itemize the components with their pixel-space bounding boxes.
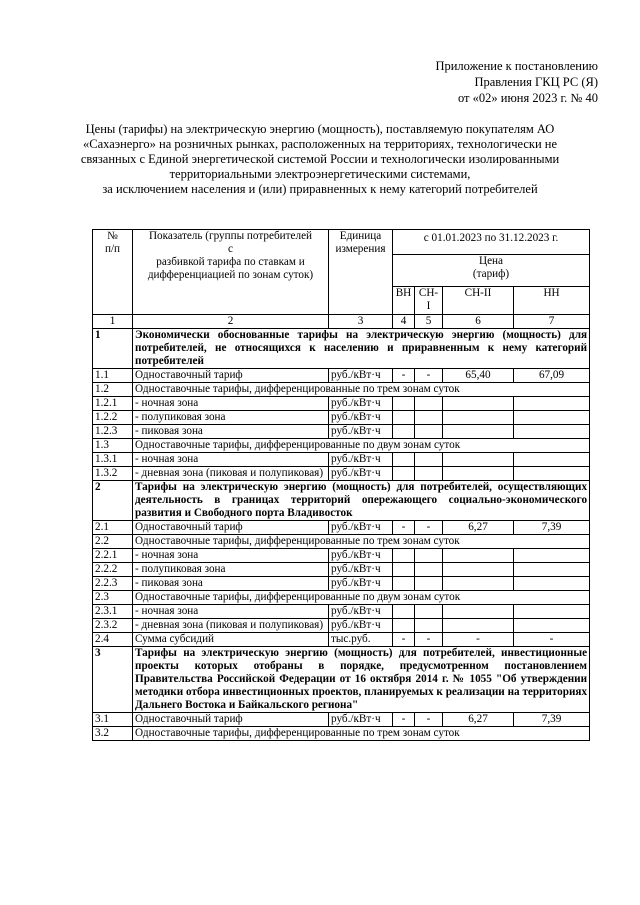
row-unit: руб./кВт·ч xyxy=(329,521,393,535)
row-value-vn xyxy=(393,563,415,577)
row-value-sn1: - xyxy=(415,633,443,647)
row-value-sn2: - xyxy=(443,633,514,647)
section-row xyxy=(93,329,590,369)
table-row xyxy=(93,549,590,563)
row-number: 2.2.2 xyxy=(93,563,133,577)
row-value-sn1: - xyxy=(415,713,443,727)
row-value-sn1: - xyxy=(415,369,443,383)
table-row xyxy=(93,619,590,633)
row-number: 1.2.1 xyxy=(93,397,133,411)
row-unit: руб./кВт·ч xyxy=(329,713,393,727)
table-row xyxy=(93,397,590,411)
table-row xyxy=(93,605,590,619)
row-value-vn xyxy=(393,425,415,439)
row-value-sn1 xyxy=(415,563,443,577)
row-number: 2.1 xyxy=(93,521,133,535)
row-unit: руб./кВт·ч xyxy=(329,549,393,563)
row-value-sn1: - xyxy=(415,521,443,535)
row-value-vn xyxy=(393,605,415,619)
row-value-sn1 xyxy=(415,397,443,411)
row-number: 2.3.1 xyxy=(93,605,133,619)
table-row xyxy=(93,453,590,467)
row-group-title: Одноставочные тарифы, дифференцированные по трем зонам суток xyxy=(133,727,590,741)
header-price xyxy=(393,255,590,287)
header-unit-line-2: измерения xyxy=(335,243,386,255)
header-row-period xyxy=(93,230,590,255)
row-value-nn: 7,39 xyxy=(514,521,590,535)
row-value-nn xyxy=(514,605,590,619)
header-sn1-line-2: I xyxy=(426,300,431,312)
title-line-4: территориальными электроэнергетическими системами, xyxy=(169,167,471,181)
row-value-vn: - xyxy=(393,369,415,383)
row-value-sn2 xyxy=(443,397,514,411)
row-unit: руб./кВт·ч xyxy=(329,425,393,439)
row-indicator: - полупиковая зона xyxy=(133,563,329,577)
column-number-1: 1 xyxy=(93,315,133,329)
table-row xyxy=(93,383,590,397)
row-number: 1.2 xyxy=(93,383,133,397)
row-number: 3.2 xyxy=(93,727,133,741)
row-value-nn xyxy=(514,397,590,411)
title-line-1: Цены (тарифы) на электрическую энергию (мощность), поставляемую покупателям АО xyxy=(85,122,555,136)
header-unit-line-1: Единица xyxy=(339,230,382,242)
table-row xyxy=(93,713,590,727)
table-row xyxy=(93,577,590,591)
row-value-sn1 xyxy=(415,453,443,467)
appendix-line-1: Приложение к постановлению xyxy=(435,59,598,73)
header-indicator-line-1: Показатель (группы потребителей xyxy=(148,230,313,242)
row-value-sn1 xyxy=(415,549,443,563)
row-value-sn2: 6,27 xyxy=(443,713,514,727)
row-indicator: Одноставочный тариф xyxy=(133,713,329,727)
row-value-nn xyxy=(514,467,590,481)
column-number-4: 4 xyxy=(393,315,415,329)
header-vn: ВН xyxy=(393,287,415,315)
row-value-sn1 xyxy=(415,467,443,481)
row-number: 1.3.2 xyxy=(93,467,133,481)
row-unit: тыс.руб. xyxy=(329,633,393,647)
table-row xyxy=(93,727,590,741)
tariff-table xyxy=(92,229,590,741)
row-number: 1.2.2 xyxy=(93,411,133,425)
column-number-2: 2 xyxy=(133,315,329,329)
row-value-sn2 xyxy=(443,411,514,425)
column-number-row xyxy=(93,315,590,329)
row-value-sn1 xyxy=(415,425,443,439)
row-value-vn xyxy=(393,411,415,425)
title-line-2: «Сахаэнерго» на розничных рынках, расположенных на территориях, технологически не xyxy=(82,137,558,151)
section-title: Тарифы на электрическую энергию (мощность) для потребителей, осуществляющих деятельность в границах территорий опережающего социально-экономического развития и Свободного порта Владивосток xyxy=(133,481,590,521)
row-value-vn xyxy=(393,453,415,467)
title-line-3: связанных с Единой энергетической системой России и технологически изолированными xyxy=(80,152,560,166)
row-indicator: - пиковая зона xyxy=(133,425,329,439)
row-number: 1.1 xyxy=(93,369,133,383)
row-value-vn: - xyxy=(393,713,415,727)
row-value-sn2 xyxy=(443,577,514,591)
appendix-header xyxy=(435,58,598,106)
row-number: 2.2 xyxy=(93,535,133,549)
row-value-nn: - xyxy=(514,633,590,647)
table-row xyxy=(93,369,590,383)
row-value-nn xyxy=(514,453,590,467)
appendix-line-2: Правления ГКЦ РС (Я) xyxy=(474,75,598,89)
row-indicator: - ночная зона xyxy=(133,397,329,411)
row-unit: руб./кВт·ч xyxy=(329,369,393,383)
row-value-sn2 xyxy=(443,605,514,619)
row-number: 2.3.2 xyxy=(93,619,133,633)
row-group-title: Одноставочные тарифы, дифференцированные по трем зонам суток xyxy=(133,535,590,549)
header-unit xyxy=(329,230,393,315)
title-line-5: за исключением населения и (или) приравненных к нему категорий потребителей xyxy=(102,182,538,196)
column-number-6: 6 xyxy=(443,315,514,329)
header-indicator-line-3: разбивкой тарифа по ставкам и xyxy=(156,256,305,268)
row-value-sn2 xyxy=(443,563,514,577)
row-indicator: - полупиковая зона xyxy=(133,411,329,425)
row-value-nn xyxy=(514,619,590,633)
row-number: 1.3.1 xyxy=(93,453,133,467)
section-title: Тарифы на электрическую энергию (мощность) для потребителей, инвестиционные проекты которых отобраны в порядке, предусмотренном постановлением Правительства Российской Федерации от 16 октября 2014 г. № 1055 "Об утверждении методики отбора инвестиционных проектов, планируемых к реализации на территориях Дальнего Востока и Байкальского региона" xyxy=(133,647,590,713)
row-value-nn: 7,39 xyxy=(514,713,590,727)
table-row xyxy=(93,591,590,605)
table-row xyxy=(93,467,590,481)
table-row xyxy=(93,425,590,439)
table-row xyxy=(93,521,590,535)
column-number-5: 5 xyxy=(415,315,443,329)
row-value-sn2: 65,40 xyxy=(443,369,514,383)
row-number: 1.3 xyxy=(93,439,133,453)
row-value-nn xyxy=(514,577,590,591)
section-number: 3 xyxy=(93,647,133,713)
table-row xyxy=(93,535,590,549)
row-unit: руб./кВт·ч xyxy=(329,467,393,481)
document-title xyxy=(60,122,580,197)
row-value-sn2 xyxy=(443,619,514,633)
row-unit: руб./кВт·ч xyxy=(329,619,393,633)
header-num xyxy=(93,230,133,315)
row-indicator: Одноставочный тариф xyxy=(133,369,329,383)
row-value-vn xyxy=(393,467,415,481)
row-value-vn xyxy=(393,577,415,591)
row-value-nn: 67,09 xyxy=(514,369,590,383)
header-sn1 xyxy=(415,287,443,315)
table-row xyxy=(93,411,590,425)
row-value-sn1 xyxy=(415,411,443,425)
row-value-vn xyxy=(393,619,415,633)
row-value-sn2 xyxy=(443,425,514,439)
header-sn1-line-1: СН- xyxy=(418,287,439,299)
row-indicator: Одноставочный тариф xyxy=(133,521,329,535)
header-price-line-2: (тариф) xyxy=(472,268,510,280)
header-period: с 01.01.2023 по 31.12.2023 г. xyxy=(393,230,590,255)
row-value-sn1 xyxy=(415,605,443,619)
column-number-3: 3 xyxy=(329,315,393,329)
row-value-nn xyxy=(514,563,590,577)
header-num-line-2: п/п xyxy=(104,243,121,255)
row-indicator: - пиковая зона xyxy=(133,577,329,591)
row-indicator: - ночная зона xyxy=(133,453,329,467)
row-unit: руб./кВт·ч xyxy=(329,453,393,467)
row-value-sn2 xyxy=(443,549,514,563)
header-nn: НН xyxy=(514,287,590,315)
row-indicator: - ночная зона xyxy=(133,549,329,563)
row-group-title: Одноставочные тарифы, дифференцированные по двум зонам суток xyxy=(133,591,590,605)
row-value-nn xyxy=(514,549,590,563)
row-number: 1.2.3 xyxy=(93,425,133,439)
table-row xyxy=(93,439,590,453)
row-group-title: Одноставочные тарифы, дифференцированные по трем зонам суток xyxy=(133,383,590,397)
row-group-title: Одноставочные тарифы, дифференцированные по двум зонам суток xyxy=(133,439,590,453)
row-value-nn xyxy=(514,411,590,425)
row-value-nn xyxy=(514,425,590,439)
row-indicator: Сумма субсидий xyxy=(133,633,329,647)
row-number: 2.3 xyxy=(93,591,133,605)
header-indicator-line-2: с xyxy=(228,243,233,255)
row-unit: руб./кВт·ч xyxy=(329,397,393,411)
row-unit: руб./кВт·ч xyxy=(329,605,393,619)
header-num-line-1: № xyxy=(107,230,118,242)
row-indicator: - ночная зона xyxy=(133,605,329,619)
section-number: 2 xyxy=(93,481,133,521)
header-indicator xyxy=(133,230,329,315)
row-value-vn: - xyxy=(393,521,415,535)
row-value-sn1 xyxy=(415,619,443,633)
row-unit: руб./кВт·ч xyxy=(329,577,393,591)
row-unit: руб./кВт·ч xyxy=(329,563,393,577)
row-value-sn2 xyxy=(443,467,514,481)
table-row xyxy=(93,633,590,647)
row-number: 3.1 xyxy=(93,713,133,727)
header-price-line-1: Цена xyxy=(479,255,504,267)
table-row xyxy=(93,563,590,577)
row-number: 2.4 xyxy=(93,633,133,647)
section-row xyxy=(93,481,590,521)
row-value-sn2: 6,27 xyxy=(443,521,514,535)
section-row xyxy=(93,647,590,713)
row-value-sn1 xyxy=(415,577,443,591)
section-title: Экономически обоснованные тарифы на электрическую энергию (мощность) для потребителей, не относящихся к населению и приравненным к нему категорий потребителей xyxy=(133,329,590,369)
row-value-vn xyxy=(393,549,415,563)
section-number: 1 xyxy=(93,329,133,369)
header-sn2: СН-II xyxy=(443,287,514,315)
tariff-table-body xyxy=(93,230,590,741)
row-number: 2.2.1 xyxy=(93,549,133,563)
row-indicator: - дневная зона (пиковая и полупиковая) xyxy=(133,467,329,481)
row-value-sn2 xyxy=(443,453,514,467)
column-number-7: 7 xyxy=(514,315,590,329)
row-number: 2.2.3 xyxy=(93,577,133,591)
header-indicator-line-4: дифференциацией по зонам суток) xyxy=(147,269,314,281)
row-unit: руб./кВт·ч xyxy=(329,411,393,425)
appendix-line-3: от «02» июня 2023 г. № 40 xyxy=(457,91,598,105)
row-value-vn xyxy=(393,397,415,411)
row-indicator: - дневная зона (пиковая и полупиковая) xyxy=(133,619,329,633)
row-value-vn: - xyxy=(393,633,415,647)
